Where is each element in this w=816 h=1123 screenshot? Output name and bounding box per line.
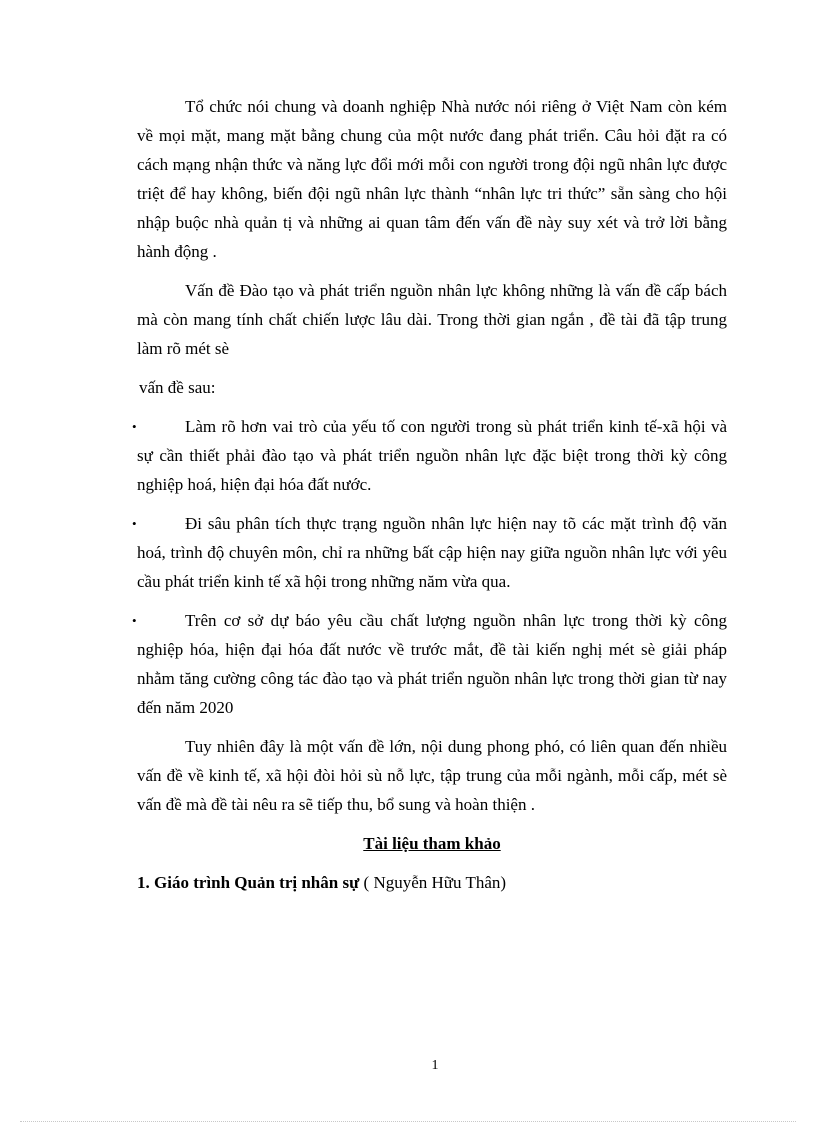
paragraph-intro: Tổ chức nói chung và doanh nghiệp Nhà nước nói riêng ở Việt Nam còn kém về mọi mặt, mang mặt bằng chung của một nước đang phát triển. Câu hỏi đặt ra có cách mạng nhận thức và năng lực đổi mới mỗi con người trong đội ngũ nhân lực được triệt để hay không, biến đội ngũ nhân lực thành “nhân lực tri thức” sẵn sàng cho hội nhập buộc nhà quản tị và những ai quan tâm đến vấn đề này suy xét và trở lời bằng hành động . <box>137 97 727 261</box>
reference-author: ( Nguyễn Hữu Thân) <box>359 873 507 892</box>
references-heading: Tài liệu tham khảo <box>363 834 501 853</box>
page-number: 1 <box>431 1058 439 1073</box>
bullet-icon: • <box>132 613 137 628</box>
bullet-text: Đi sâu phân tích thực trạng nguồn nhân lực hiện nay tõ các mặt trình độ văn hoá, trình độ chuyên môn, chỉ ra những bất cập hiện nay giữa nguồn nhân lực với yêu cầu phát triển kinh tế xã hội trong những năm vừa qua. <box>137 514 727 591</box>
bullet-item <box>132 412 727 499</box>
document-body <box>132 92 727 897</box>
bullet-icon: • <box>132 516 137 531</box>
bullet-text: Làm rõ hơn vai trò của yếu tố con người trong sù phát triển kinh tế-xã hội và sự cần thiết phải đào tạo và phát triển nguồn nhân lực đặc biệt trong thời kỳ công nghiệp hoá, hiện đại hóa đất nước. <box>137 417 727 494</box>
page-bottom-divider <box>20 1121 796 1122</box>
bullet-icon: • <box>132 419 137 434</box>
paragraph-conclusion: Tuy nhiên đây là một vấn đề lớn, nội dung phong phó, có liên quan đến nhiều vấn đề về kinh tế, xã hội đòi hỏi sù nỗ lực, tập trung của mỗi ngành, mỗi cấp, mét sè vấn đề mà đề tài nêu ra sẽ tiếp thu, bổ sung và hoàn thiện . <box>137 737 727 814</box>
reference-title: 1. Giáo trình Quản trị nhân sự <box>137 873 360 892</box>
bullet-item <box>132 606 727 722</box>
paragraph-scope-continuation: vấn đề sau: <box>139 378 216 397</box>
bullet-text: Trên cơ sở dự báo yêu cầu chất lượng nguồn nhân lực trong thời kỳ công nghiệp hóa, hiện đại hóa đất nước về trước mắt, đề tài kiến nghị mét sè giải pháp nhằm tăng cường công tác đào tạo và phát triển nguồn nhân lực trong thời gian từ nay đến năm 2020 <box>137 611 727 717</box>
bullet-item <box>132 509 727 596</box>
paragraph-scope: Vấn đề Đào tạo và phát triển nguồn nhân lực không những là vấn đề cấp bách mà còn mang tính chất chiến lược lâu dài. Trong thời gian ngắn , đề tài đã tập trung làm rõ mét sè <box>137 281 727 358</box>
reference-item <box>137 868 727 897</box>
